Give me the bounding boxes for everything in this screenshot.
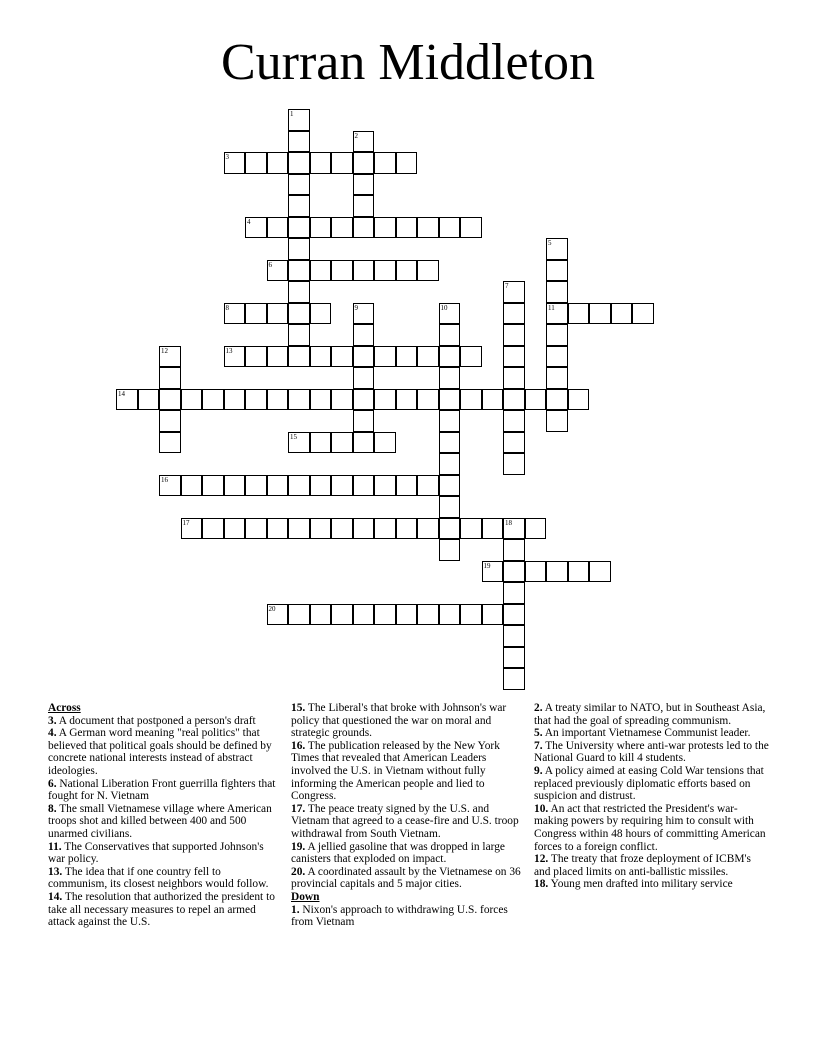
grid-cell[interactable] [439,303,461,325]
grid-cell[interactable] [267,260,289,282]
grid-cell[interactable] [439,475,461,497]
grid-cell[interactable] [417,475,439,497]
grid-cell[interactable] [331,217,353,239]
grid-cell[interactable] [353,475,375,497]
across-clues-continued [291,702,525,929]
grid-cell[interactable] [503,303,525,325]
grid-cell[interactable] [202,475,224,497]
grid-cell[interactable] [288,109,310,131]
grid-cell[interactable] [245,217,267,239]
clue-down-18: 18. Young men drafted into military service [534,878,733,891]
grid-cell[interactable] [396,604,418,626]
grid-cell[interactable] [374,432,396,454]
grid-cell[interactable] [374,260,396,282]
grid-cell[interactable] [267,303,289,325]
clue-across-16: 16. The publication released by the New York Times that revealed that American Leaders involved the U.S. in Vietnam without fully informing the American people and lied to Congress. [291,739,500,803]
grid-cell[interactable] [374,346,396,368]
grid-cell[interactable] [546,281,568,303]
grid-cell[interactable] [589,303,611,325]
grid-cell[interactable] [331,518,353,540]
grid-cell[interactable] [374,604,396,626]
grid-cell[interactable] [159,475,181,497]
clue-down-2: 2. A treaty similar to NATO, but in Southeast Asia, that had the goal of spreading communism. [534,702,766,727]
grid-cell[interactable] [310,260,332,282]
grid-cell[interactable] [288,260,310,282]
clue-across-20: 20. A coordinated assault by the Vietnamese on 36 provincial capitals and 5 major cities. [291,865,521,891]
grid-cell[interactable] [331,346,353,368]
grid-cell[interactable] [331,432,353,454]
grid-cell[interactable] [546,389,568,411]
grid-cell[interactable] [374,475,396,497]
grid-cell[interactable] [353,324,375,346]
grid-cell[interactable] [396,260,418,282]
grid-cell[interactable] [546,238,568,260]
grid-cell[interactable] [310,303,332,325]
grid-cell[interactable] [503,453,525,475]
grid-cell[interactable] [439,453,461,475]
clue-down-12: 12. The treaty that froze deployment of ICBM's and placed limits on anti-ballistic missiles. [534,853,751,878]
grid-cell[interactable] [503,389,525,411]
grid-cell[interactable] [503,410,525,432]
grid-cell[interactable] [310,346,332,368]
grid-cell[interactable] [353,174,375,196]
grid-cell[interactable] [288,346,310,368]
grid-cell[interactable] [525,561,547,583]
clue-down-9: 9. A policy aimed at easing Cold War tensions that replaced previously diplomatic efforts based on suspicion and distrust. [534,764,764,803]
grid-cell[interactable] [353,604,375,626]
clue-number: 20 [268,604,276,613]
clue-number: 9 [354,303,358,312]
grid-cell[interactable] [116,389,138,411]
grid-cell[interactable] [288,131,310,153]
grid-cell[interactable] [310,152,332,174]
grid-cell[interactable] [331,475,353,497]
grid-cell[interactable] [245,303,267,325]
grid-cell[interactable] [374,152,396,174]
grid-cell[interactable] [417,217,439,239]
grid-cell[interactable] [353,152,375,174]
grid-cell[interactable] [353,410,375,432]
grid-cell[interactable] [331,604,353,626]
clue-number: 5 [548,239,552,247]
grid-cell[interactable] [396,475,418,497]
grid-cell[interactable] [460,346,482,368]
grid-cell[interactable] [181,389,203,411]
grid-cell[interactable] [503,539,525,561]
clue-across-15: 15. The Liberal's that broke with Johnson's war policy that questioned the war on moral and strategic grounds. [291,702,507,740]
grid-cell[interactable] [589,561,611,583]
grid-cell[interactable] [159,389,181,411]
grid-cell[interactable] [288,195,310,217]
grid-cell[interactable] [353,432,375,454]
grid-cell[interactable] [503,518,525,540]
clue-across-3: 3. A document that postponed a person's draft [48,714,256,727]
grid-cell[interactable] [224,389,246,411]
grid-cell[interactable] [288,238,310,260]
grid-cell[interactable] [288,389,310,411]
grid-cell[interactable] [482,561,504,583]
grid-cell[interactable] [503,281,525,303]
grid-cell[interactable] [460,217,482,239]
grid-cell[interactable] [503,561,525,583]
grid-cell[interactable] [439,389,461,411]
grid-cell[interactable] [503,367,525,389]
grid-cell[interactable] [546,324,568,346]
grid-cell[interactable] [568,389,590,411]
grid-cell[interactable] [353,217,375,239]
grid-cell[interactable] [396,217,418,239]
clue-across-14: 14. The resolution that authorized the president to take all necessary measures to repel an armed attack against the U.S. [48,890,275,929]
grid-cell[interactable] [267,475,289,497]
grid-cell[interactable] [460,518,482,540]
grid-cell[interactable] [503,604,525,626]
grid-cell[interactable] [353,367,375,389]
grid-cell[interactable] [224,518,246,540]
down-heading: Down [291,890,320,903]
grid-cell[interactable] [288,174,310,196]
clue-number: 2 [354,131,358,140]
clue-across-11: 11. The Conservatives that supported Johnson's war policy. [48,840,264,866]
grid-cell[interactable] [525,518,547,540]
grid-cell[interactable] [439,217,461,239]
clue-number: 1 [290,110,294,118]
clue-number: 11 [548,303,555,312]
grid-cell[interactable] [568,303,590,325]
grid-cell[interactable] [288,518,310,540]
grid-cell[interactable] [374,217,396,239]
clue-across-8: 8. The small Vietnamese village where American troops shot and killed between 400 and 500 unarmed civilians. [48,802,272,840]
grid-cell[interactable] [224,303,246,325]
grid-cell[interactable] [546,260,568,282]
clue-number: 10 [440,303,448,312]
clue-number: 17 [182,518,190,527]
grid-cell[interactable] [159,367,181,389]
clue-number: 3 [225,153,229,161]
across-clues [48,702,280,929]
grid-cell[interactable] [439,346,461,368]
grid-cell[interactable] [224,346,246,368]
grid-cell[interactable] [632,303,654,325]
grid-cell[interactable] [417,260,439,282]
clue-number: 4 [247,217,251,226]
grid-cell[interactable] [224,475,246,497]
clue-across-4: 4. A German word meaning "real politics" that believed that political goals should be defined by concrete national interests instead of abstract ideologies. [48,727,272,777]
grid-cell[interactable] [396,152,418,174]
grid-cell[interactable] [353,303,375,325]
grid-cell[interactable] [439,410,461,432]
grid-cell[interactable] [460,389,482,411]
grid-cell[interactable] [245,518,267,540]
grid-cell[interactable] [288,324,310,346]
clue-number: 15 [290,432,297,441]
clue-across-17: 17. The peace treaty signed by the U.S. and Vietnam that agreed to a cease-fire and U.S. troop withdrawal from South Vietnam. [291,802,519,840]
clue-number: 13 [225,346,233,355]
grid-cell[interactable] [439,518,461,540]
clue-number: 8 [225,303,229,312]
grid-cell[interactable] [267,389,289,411]
grid-cell[interactable] [439,539,461,561]
grid-cell[interactable] [159,410,181,432]
grid-cell[interactable] [546,303,568,325]
grid-cell[interactable] [310,604,332,626]
grid-cell[interactable] [181,518,203,540]
grid-cell[interactable] [546,561,568,583]
grid-cell[interactable] [288,281,310,303]
grid-cell[interactable] [353,346,375,368]
grid-cell[interactable] [439,604,461,626]
clue-number: 7 [505,282,509,290]
grid-cell[interactable] [396,346,418,368]
grid-cell[interactable] [482,518,504,540]
grid-cell[interactable] [310,217,332,239]
clue-down-10: 10. An act that restricted the President's war-making powers by requiring him to consult with Congress within 48 hours of committing American forces to a foreign conflict. [534,802,766,853]
grid-cell[interactable] [267,518,289,540]
clue-number: 6 [268,260,272,269]
grid-cell[interactable] [267,604,289,626]
grid-cell[interactable] [267,152,289,174]
grid-cell[interactable] [374,518,396,540]
grid-cell[interactable] [568,561,590,583]
grid-cell[interactable] [439,367,461,389]
grid-cell[interactable] [310,432,332,454]
grid-cell[interactable] [202,518,224,540]
grid-cell[interactable] [288,475,310,497]
clue-number: 18 [505,518,512,527]
grid-cell[interactable] [417,389,439,411]
clue-down-7: 7. The University where anti-war protests led to the National Guard to kill 4 students. [534,739,769,765]
grid-cell[interactable] [503,668,525,690]
grid-cell[interactable] [417,604,439,626]
clue-number: 16 [161,475,168,484]
grid-cell[interactable] [374,389,396,411]
grid-cell[interactable] [245,475,267,497]
clue-across-6: 6. National Liberation Front guerrilla fighters that fought for N. Vietnam [48,777,276,803]
grid-cell[interactable] [503,324,525,346]
grid-cell[interactable] [503,582,525,604]
grid-cell[interactable] [288,604,310,626]
grid-cell[interactable] [503,647,525,669]
grid-cell[interactable] [181,475,203,497]
across-heading: Across [48,702,81,714]
grid-cell[interactable] [353,131,375,153]
grid-cell[interactable] [460,604,482,626]
clue-down-5: 5. An important Vietnamese Communist leader. [534,727,751,740]
grid-cell[interactable] [331,260,353,282]
down-clues [534,702,770,891]
grid-cell[interactable] [546,346,568,368]
grid-cell[interactable] [611,303,633,325]
grid-cell[interactable] [482,389,504,411]
grid-cell[interactable] [245,389,267,411]
grid-cell[interactable] [439,496,461,518]
grid-cell[interactable] [310,389,332,411]
grid-cell[interactable] [482,604,504,626]
grid-cell[interactable] [331,389,353,411]
grid-cell[interactable] [159,432,181,454]
grid-cell[interactable] [546,367,568,389]
clue-across-19: 19. A jellied gasoline that was dropped in large canisters that exploded on impact. [291,840,505,866]
grid-cell[interactable] [138,389,160,411]
grid-cell[interactable] [159,346,181,368]
grid-cell[interactable] [417,518,439,540]
grid-cell[interactable] [288,152,310,174]
grid-cell[interactable] [353,260,375,282]
clue-across-13: 13. The idea that if one country fell to communism, its closest neighbors would follow. [48,865,269,891]
grid-cell[interactable] [245,346,267,368]
grid-cell[interactable] [503,625,525,647]
grid-cell[interactable] [417,346,439,368]
grid-cell[interactable] [396,389,418,411]
grid-cell[interactable] [245,152,267,174]
grid-cell[interactable] [288,432,310,454]
puzzle-title: Curran Middleton [220,34,596,91]
grid-cell[interactable] [546,410,568,432]
grid-cell[interactable] [503,432,525,454]
grid-cell[interactable] [525,389,547,411]
grid-cell[interactable] [224,152,246,174]
grid-cell[interactable] [353,389,375,411]
grid-cell[interactable] [503,346,525,368]
grid-cell[interactable] [288,217,310,239]
grid-cell[interactable] [331,152,353,174]
grid-cell[interactable] [439,432,461,454]
grid-cell[interactable] [202,389,224,411]
grid-cell[interactable] [439,324,461,346]
grid-cell[interactable] [288,303,310,325]
clue-down-1: 1. Nixon's approach to withdrawing U.S. forces from Vietnam [291,903,508,929]
grid-cell[interactable] [396,518,418,540]
grid-cell[interactable] [310,518,332,540]
clue-number: 14 [118,389,125,398]
grid-cell[interactable] [267,217,289,239]
grid-cell[interactable] [353,518,375,540]
clue-number: 12 [161,346,168,355]
clue-number: 19 [483,561,491,570]
grid-cell[interactable] [310,475,332,497]
grid-cell[interactable] [267,346,289,368]
grid-cell[interactable] [353,195,375,217]
